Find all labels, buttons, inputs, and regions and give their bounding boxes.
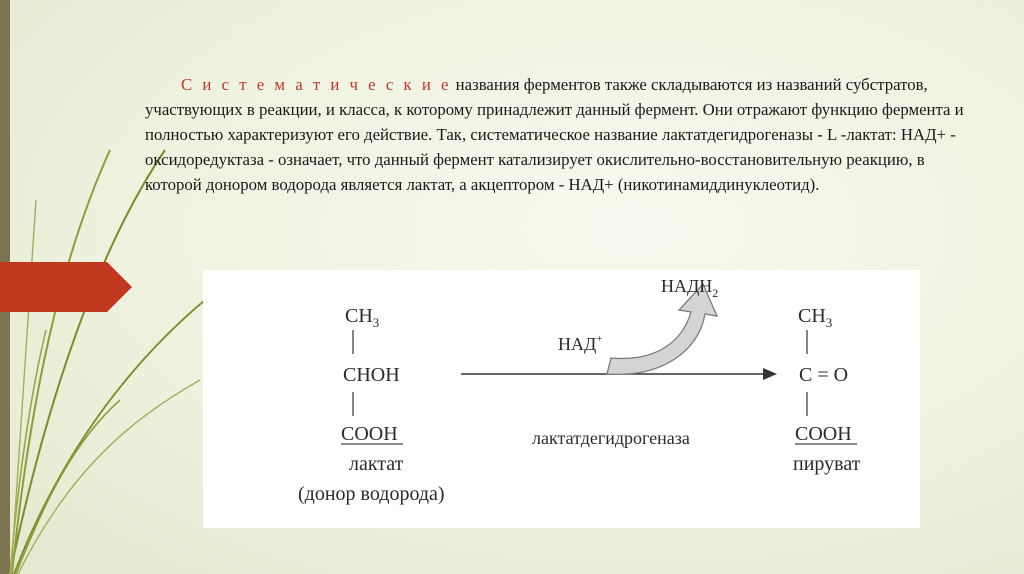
right-ch3: $CH_3$	[798, 305, 833, 330]
reaction-diagram	[203, 270, 920, 528]
right-cooh: COOH	[795, 423, 852, 445]
cofactor-in: НАД+	[558, 333, 603, 354]
left-name: лактат	[349, 453, 404, 475]
reaction-arrowhead	[763, 368, 777, 380]
left-ch3: $CH_3$	[345, 305, 380, 330]
highlight-term: С и с т е м а т и ч е с к и е	[181, 75, 452, 94]
reaction-svg	[203, 270, 920, 528]
cofactor-out: $НАДН_2$	[661, 276, 719, 300]
cofactor-curved-arrow	[607, 284, 717, 374]
paragraph-body: названия ферментов также складываются из названий субстратов, участвующих в реакции, и класса, к которому принадлежит данный фермент. Они отражают функцию фермента и полностью характеризуют его действие. Так, систематическое название лактатдегидрогеназы - L -лактат: НАД+ - оксидоредуктаза - означает, что данный фермент катализирует окислительно-восстановительную реакцию, в которой донором водорода является лактат, а акцептором - НАД+ (никотинамиддинуклеотид).	[145, 75, 964, 194]
left-choh: CHOH	[343, 364, 400, 386]
enzyme-label: лактатдегидрогеназа	[532, 428, 690, 448]
red-arrow-marker	[0, 262, 135, 312]
left-note: (донор водорода)	[298, 483, 445, 505]
left-cooh: COOH	[341, 423, 398, 445]
right-co: C = O	[799, 364, 849, 386]
right-name: пируват	[793, 453, 861, 475]
body-text	[145, 72, 975, 197]
paragraph	[145, 72, 975, 197]
